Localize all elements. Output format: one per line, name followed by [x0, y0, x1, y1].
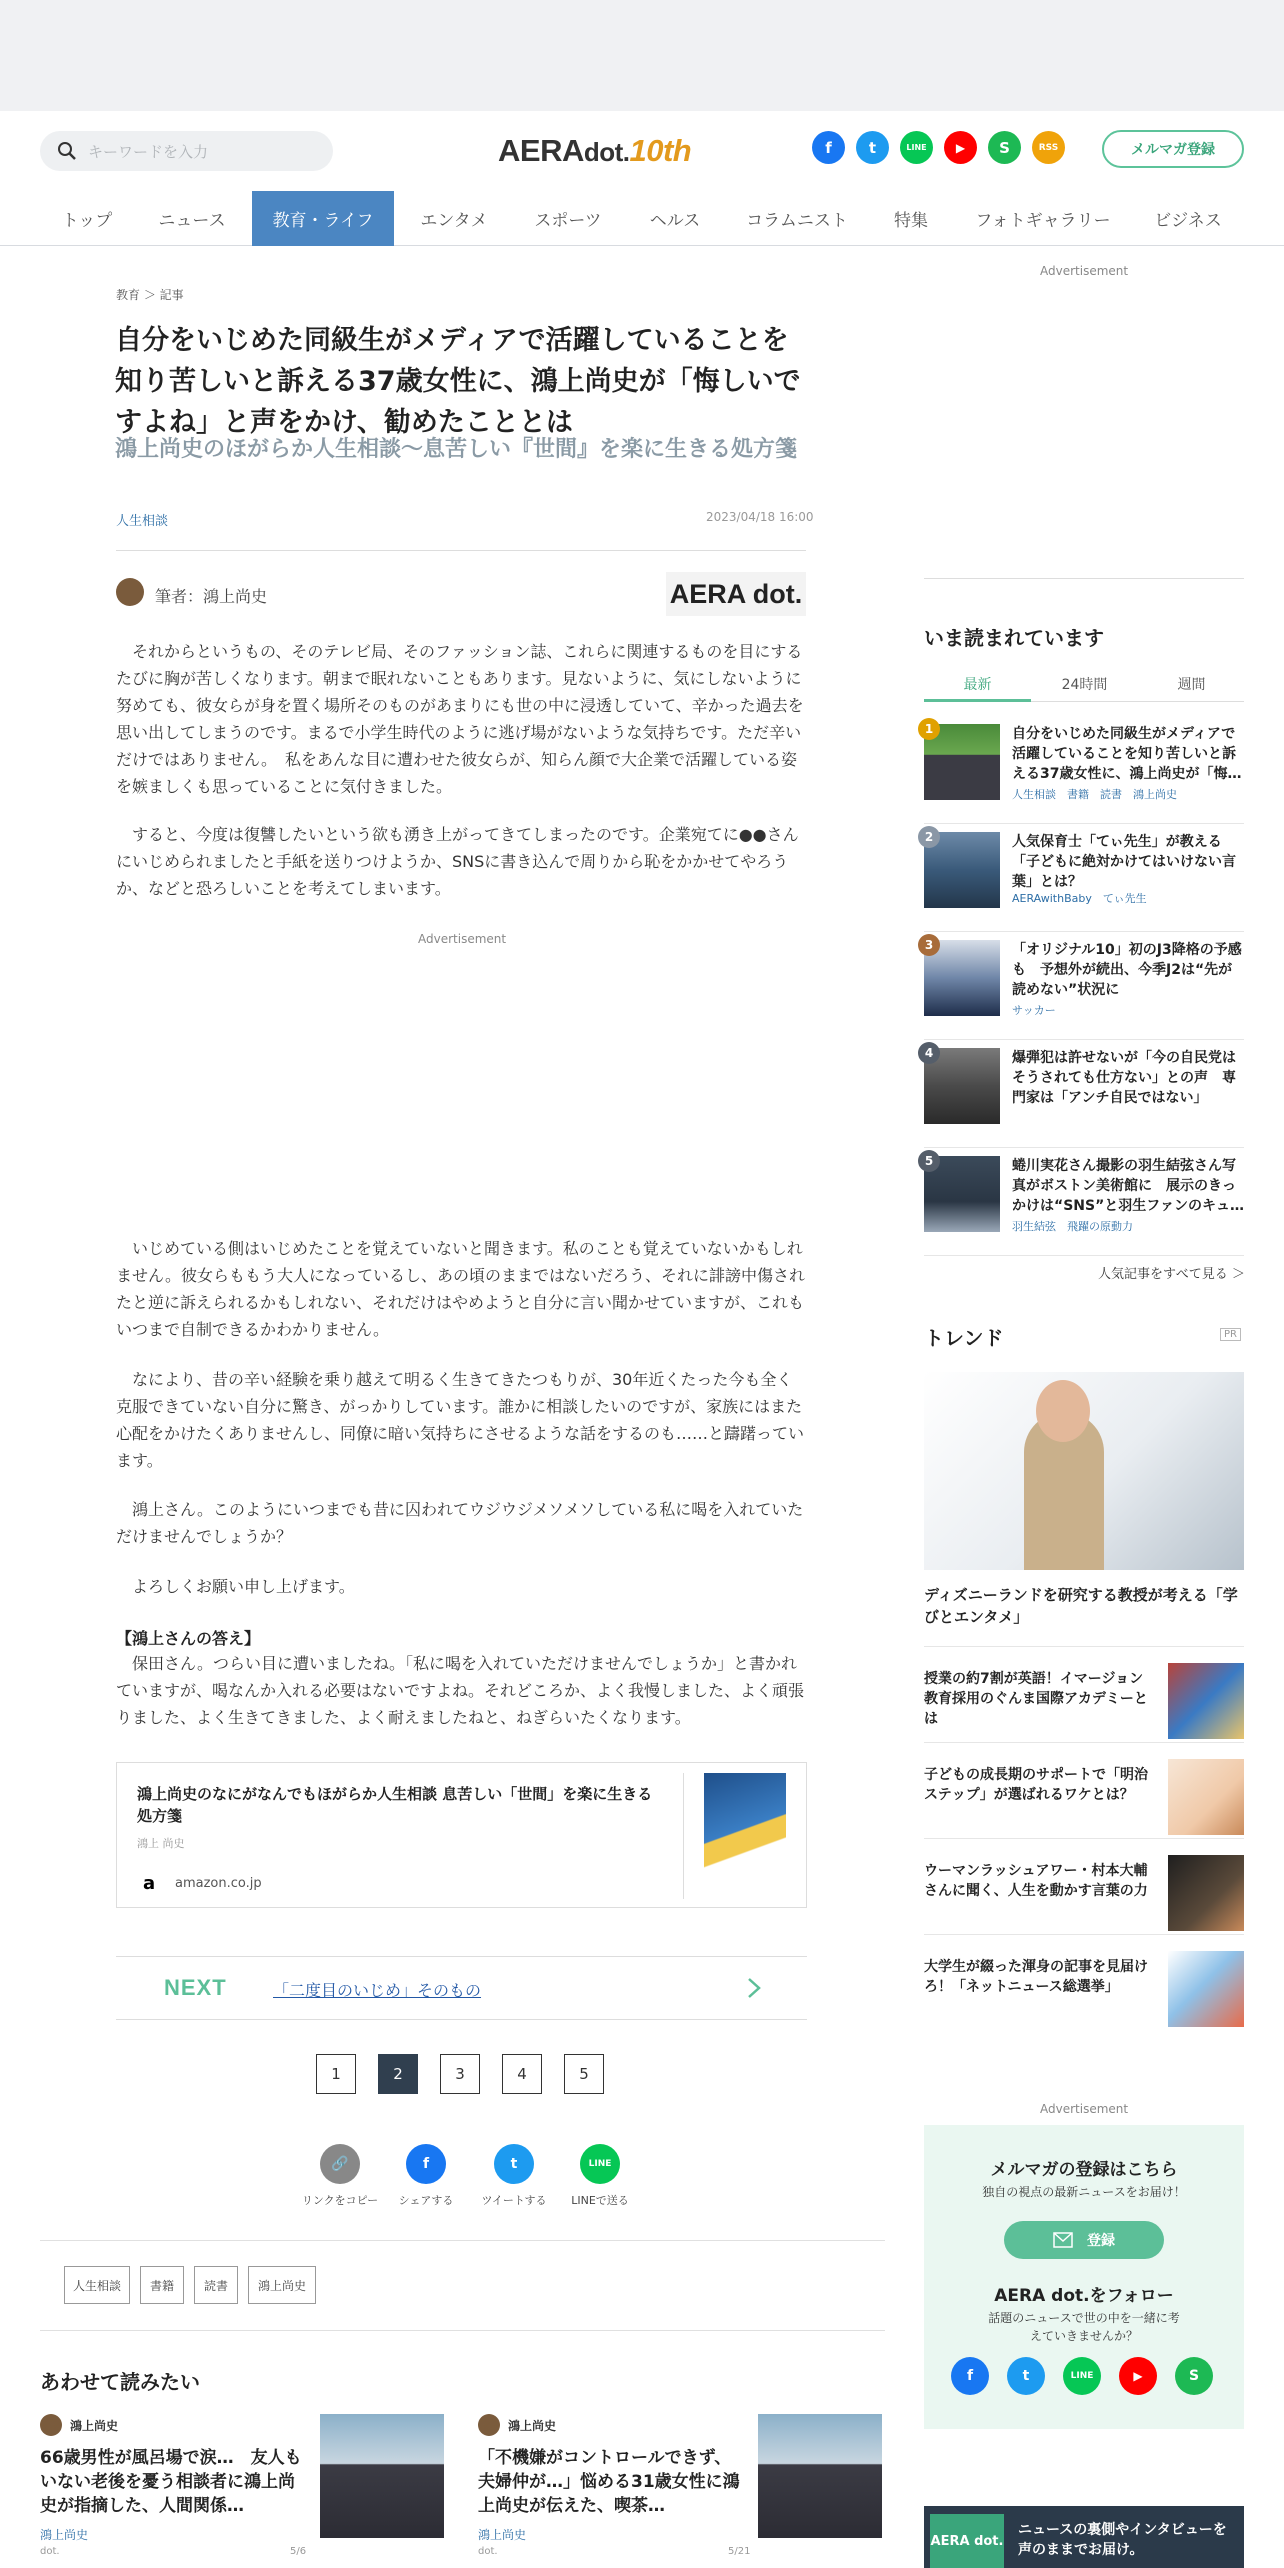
- ranking-item[interactable]: [924, 940, 1244, 1040]
- youtube-icon[interactable]: ▶: [1119, 2357, 1157, 2395]
- trend-title[interactable]: 大学生が綴った渾身の記事を見届けろ！「ネットニュース総選挙」: [924, 1959, 1148, 1995]
- trend-title[interactable]: ウーマンラッシュアワー・村本大輔さんに聞く、人生を動かす言葉の力: [924, 1863, 1148, 1899]
- line-icon[interactable]: LINE: [900, 131, 933, 164]
- rss-icon[interactable]: RSS: [1032, 131, 1065, 164]
- newsletter-sub: 独自の視点の最新ニュースをお届け！: [982, 2185, 1186, 2199]
- trend-thumbnail[interactable]: [1168, 1951, 1244, 2027]
- related-category[interactable]: 鴻上尚史: [40, 2528, 89, 2542]
- site-logo[interactable]: [498, 133, 691, 169]
- breadcrumb[interactable]: 教育 ＞ 記事: [116, 288, 184, 302]
- nav-columnist[interactable]: コラムニスト: [746, 211, 848, 231]
- trend-item[interactable]: [924, 1838, 1244, 1934]
- search-icon: [57, 141, 77, 161]
- twitter-icon[interactable]: t: [856, 131, 889, 164]
- tag-button[interactable]: 読書: [194, 2266, 238, 2304]
- spotify-icon[interactable]: S: [988, 131, 1021, 164]
- chevron-right-icon: [741, 1973, 767, 2003]
- ranking-tags[interactable]: サッカー: [1012, 1004, 1056, 1017]
- nav-health[interactable]: ヘルス: [649, 211, 701, 231]
- related-article-card[interactable]: [478, 2414, 898, 2564]
- article-paragraph: なにより、昔の辛い経験を乗り越えて明るく生きてきたつもりが、30年近くたった今も全く克服できていない自分に驚き、がっかりしています。誰かに相談したいのですが、家族にはまた心配をかけたくありませんし、同僚に暗い気持ちにさせるような話をするのも……と躊躇っています。: [116, 1370, 805, 1470]
- twitter-share-label: ツイートする: [481, 2194, 547, 2207]
- article-subtitle: 鴻上尚史のほがらか人生相談～息苦しい『世間』を楽に生きる処方箋: [115, 437, 798, 462]
- trend-title[interactable]: 子どもの成長期のサポートで「明治ステップ」が選ばれるワケとは？: [924, 1767, 1148, 1803]
- twitter-share-icon[interactable]: t: [494, 2144, 534, 2184]
- trend-thumbnail[interactable]: [1168, 1855, 1244, 1931]
- newsletter-box: [924, 2125, 1244, 2429]
- copy-link-icon[interactable]: 🔗: [320, 2144, 360, 2184]
- aera-dot-badge: AERA dot.: [666, 572, 806, 616]
- page-1[interactable]: 1: [316, 2054, 356, 2094]
- rank-badge: 3: [918, 934, 940, 956]
- nav-entertainment[interactable]: エンタメ: [420, 211, 488, 231]
- page-3[interactable]: 3: [440, 2054, 480, 2094]
- ranking-tags[interactable]: AERAwithBaby てぃ先生: [1012, 892, 1147, 905]
- tab-latest[interactable]: 最新: [924, 674, 1031, 702]
- rank-badge: 2: [918, 826, 940, 848]
- trend-heading: トレンド: [924, 1326, 1004, 1350]
- banner-logo: AERA dot.: [930, 2514, 1004, 2568]
- banner-text: ニュースの裏側やインタビューを声のままでお届け。: [1018, 2522, 1227, 2558]
- nav-photo-gallery[interactable]: フォトギャラリー: [975, 211, 1111, 231]
- page-5[interactable]: 5: [564, 2054, 604, 2094]
- rank-badge: 1: [918, 718, 940, 740]
- book-cover-image[interactable]: [704, 1773, 786, 1899]
- podcast-banner[interactable]: [924, 2506, 1244, 2568]
- ranking-title[interactable]: 爆弾犯は許せないが「今の自民党はそうされても仕方ない」との声 専門家は「アンチ自民ではない」: [1012, 1050, 1236, 1106]
- trend-feature-image[interactable]: [924, 1372, 1244, 1570]
- newsletter-heading: メルマガの登録はこちら: [990, 2160, 1178, 2180]
- mail-icon: [1053, 2232, 1073, 2248]
- related-date: 5/21: [728, 2546, 751, 2557]
- ranking-item[interactable]: [924, 1048, 1244, 1148]
- trend-item[interactable]: [924, 1934, 1244, 2030]
- sidebar-ad-label: Advertisement: [1040, 264, 1129, 278]
- trend-feature-title[interactable]: ディズニーランドを研究する教授が考える「学びとエンタメ」: [924, 1586, 1238, 1626]
- author-avatar[interactable]: [116, 578, 144, 606]
- article-paragraph: それからというもの、そのテレビ局、そのファッション誌、これらに関連するものを目にするたびに胸が苦しくなります。朝まで眠れないこともあります。見ないように、気にしないように努めても、彼女らが身を置く場所そのものがあまりにも世の中に浸透していて、辛かった過去を思い出してしまうのです。まるで小学生時代のように逃げ場がないような気持ちです。ただ辛いだけではありません。 私をあんな目に遭わせた彼女らが、知らん顔で大企業で活躍している姿を嫉ましくも思っていることに気付きました。: [116, 642, 804, 796]
- next-page-link[interactable]: [116, 1956, 807, 2020]
- book-title[interactable]: 鴻上尚史のなにがなんでもほがらか人生相談 息苦しい「世間」を楽に生きる処方箋: [137, 1785, 653, 1825]
- related-author: 鴻上尚史: [70, 2419, 119, 2433]
- ranking-item[interactable]: [924, 1156, 1244, 1256]
- next-title[interactable]: 「二度目のいじめ」そのもの: [273, 1981, 482, 2000]
- page-4[interactable]: 4: [502, 2054, 542, 2094]
- facebook-share-label: シェアする: [398, 2194, 454, 2207]
- rank-badge: 5: [918, 1150, 940, 1172]
- sidebar-ad-label: Advertisement: [1040, 2102, 1129, 2116]
- answer-heading: 【鴻上さんの答え】: [116, 1629, 261, 1648]
- ranking-title[interactable]: 「オリジナル10」初のJ3降格の予感も 予想外が続出、今季J2は“先が読めない”状況に: [1012, 942, 1242, 998]
- newsletter-button[interactable]: メルマガ登録: [1102, 130, 1244, 168]
- nav-sports[interactable]: スポーツ: [534, 211, 602, 231]
- person-head: [1036, 1380, 1090, 1442]
- trend-item[interactable]: [924, 1742, 1244, 1838]
- search-input[interactable]: キーワードを入力: [88, 143, 209, 161]
- spotify-icon[interactable]: S: [1175, 2357, 1213, 2395]
- trend-thumbnail[interactable]: [1168, 1759, 1244, 1835]
- related-heading: あわせて読みたい: [40, 2370, 200, 2394]
- line-share-label: LINEで送る: [571, 2194, 629, 2207]
- article-paragraph: 鴻上さん。このようにいつまでも昔に囚われてウジウジメソメソしている私に喝を入れていただけませんでしょうか？: [116, 1500, 804, 1546]
- ranking-item[interactable]: [924, 724, 1244, 824]
- line-share-icon[interactable]: LINE: [580, 2144, 620, 2184]
- divider: [116, 550, 806, 551]
- ranking-heading: いま読まれています: [924, 626, 1104, 650]
- facebook-icon[interactable]: f: [812, 131, 845, 164]
- book-card[interactable]: [116, 1762, 807, 1908]
- line-icon[interactable]: LINE: [1063, 2357, 1101, 2395]
- author-avatar: [478, 2414, 500, 2436]
- newsletter-register-button[interactable]: [1004, 2221, 1164, 2259]
- tag-button[interactable]: 書籍: [140, 2266, 184, 2304]
- copy-link-label: リンクをコピー: [301, 2194, 379, 2207]
- related-author: 鴻上尚史: [508, 2419, 557, 2433]
- facebook-share-icon[interactable]: f: [406, 2144, 446, 2184]
- register-label: 登録: [1087, 2233, 1115, 2249]
- related-thumbnail[interactable]: [320, 2414, 444, 2538]
- logo-dot-text: dot.: [583, 137, 630, 167]
- related-source: dot.: [478, 2546, 498, 2557]
- page-2-current[interactable]: 2: [378, 2054, 418, 2094]
- related-category[interactable]: 鴻上尚史: [478, 2528, 527, 2542]
- book-cover-frame: [683, 1773, 798, 1899]
- ad-label: Advertisement: [418, 932, 507, 946]
- amazon-icon: a: [143, 1873, 156, 1894]
- article-category-link[interactable]: 人生相談: [116, 514, 169, 529]
- follow-sub: 話題のニュースで世の中を一緒に考えていきませんか？: [988, 2311, 1180, 2343]
- logo-text: AERA: [498, 133, 584, 168]
- nav-education-life[interactable]: 教育・ライフ: [252, 191, 394, 246]
- author-avatar: [40, 2414, 62, 2436]
- divider: [40, 2330, 885, 2331]
- tag-button[interactable]: 鴻上尚史: [248, 2266, 316, 2304]
- facebook-icon[interactable]: f: [951, 2357, 989, 2395]
- pr-badge: PR: [1220, 1328, 1241, 1341]
- tab-weekly[interactable]: 週間: [1177, 677, 1206, 693]
- ranking-tags[interactable]: 人生相談 書籍 読書 鴻上尚史: [1012, 788, 1177, 801]
- related-title[interactable]: 「不機嫌がコントロールできず、夫婦仲が…」悩める31歳女性に鴻上尚史が伝えた、喫茶…: [478, 2448, 740, 2516]
- search-box[interactable]: [40, 131, 333, 171]
- trend-item[interactable]: [924, 1646, 1244, 1742]
- logo-10th-text: 10th: [629, 133, 692, 168]
- nav-top[interactable]: トップ: [61, 211, 113, 231]
- related-title[interactable]: 66歳男性が風呂場で涙… 友人もいない老後を憂う相談者に鴻上尚史が指摘した、人間関係…: [40, 2448, 302, 2516]
- tab-24h[interactable]: 24時間: [1061, 677, 1108, 693]
- related-article-card[interactable]: [40, 2414, 460, 2564]
- top-ad-area: [0, 0, 1284, 111]
- ranking-title[interactable]: 蜷川実花さん撮影の羽生結弦さん写真がボストン美術館に 展示のきっかけは“SNS”と羽生ファンのキュ…: [1012, 1158, 1245, 1214]
- nav-special[interactable]: 特集: [894, 211, 928, 231]
- related-thumbnail[interactable]: [758, 2414, 882, 2538]
- article-paragraph: よろしくお願い申し上げます。: [132, 1577, 355, 1596]
- ranking-title[interactable]: 自分をいじめた同級生がメディアで活躍していることを知り苦しいと訴える37歳女性に、鴻上尚史が「悔…: [1012, 726, 1242, 782]
- book-author: 鴻上 尚史: [137, 1837, 185, 1850]
- tag-button[interactable]: 人生相談: [64, 2266, 130, 2304]
- article-title: 自分をいじめた同級生がメディアで活躍していることを知り苦しいと訴える37歳女性に、鴻上尚史が「悔しいですよね」と声をかけ、勧めたこととは: [115, 325, 801, 438]
- related-date: 5/6: [290, 2546, 307, 2557]
- follow-heading: AERA dot.をフォロー: [994, 2286, 1174, 2306]
- site-header: [0, 111, 1284, 187]
- divider: [924, 578, 1244, 579]
- store-name[interactable]: amazon.co.jp: [175, 1876, 262, 1891]
- ranking-title[interactable]: 人気保育士「てぃ先生」が教える「子どもに絶対かけてはいけない言葉」とは？: [1012, 834, 1236, 890]
- nav-news[interactable]: ニュース: [158, 211, 226, 231]
- rank-badge: 4: [918, 1042, 940, 1064]
- author-name[interactable]: 筆者：鴻上尚史: [155, 587, 268, 606]
- nav-business[interactable]: ビジネス: [1154, 211, 1222, 231]
- ranking-item[interactable]: [924, 832, 1244, 932]
- ranking-tabs: [924, 666, 1244, 702]
- ranking-more-link[interactable]: 人気記事をすべて見る ＞: [1098, 1267, 1245, 1282]
- article-paragraph: いじめている側はいじめたことを覚えていないと聞きます。私のことも覚えていないかもしれません。彼女らももう大人になっているし、あの頃のままではないだろう、それに誹謗中傷されたと逆に訴えられるかもしれない、それだけはやめようと自分に言い聞かせていますが、これもいつまで自制できるかわかりません。: [116, 1239, 805, 1339]
- next-label: NEXT: [164, 1975, 227, 2000]
- trend-thumbnail[interactable]: [1168, 1663, 1244, 1739]
- twitter-icon[interactable]: t: [1007, 2357, 1045, 2395]
- related-source: dot.: [40, 2546, 60, 2557]
- ranking-tags[interactable]: 羽生結弦 飛躍の原動力: [1012, 1220, 1133, 1233]
- answer-paragraph: 保田さん。つらい目に遭いましたね。「私に喝を入れていただけませんでしょうか」と書かれていますが、喝なんか入れる必要はないですよね。それどころか、よく我慢しました、よく頑張りました、よく生きてきました、よく耐えましたねと、ねぎらいたくなります。: [116, 1654, 805, 1727]
- main-nav: [0, 191, 1284, 246]
- divider: [40, 2240, 885, 2241]
- article-paragraph: すると、今度は復讐したいという欲も湧き上がってきてしまったのです。企業宛てに●●さんにいじめられましたと手紙を送りつけようか、SNSに書き込んで周りから恥をかかせてやろうか、などと恐ろしいことを考えてしまいます。: [116, 825, 799, 898]
- youtube-icon[interactable]: ▶: [944, 131, 977, 164]
- trend-title[interactable]: 授業の約7割が英語！イマージョン教育採用のぐんま国際アカデミーとは: [924, 1671, 1148, 1727]
- article-date: 2023/04/18 16:00: [706, 510, 814, 524]
